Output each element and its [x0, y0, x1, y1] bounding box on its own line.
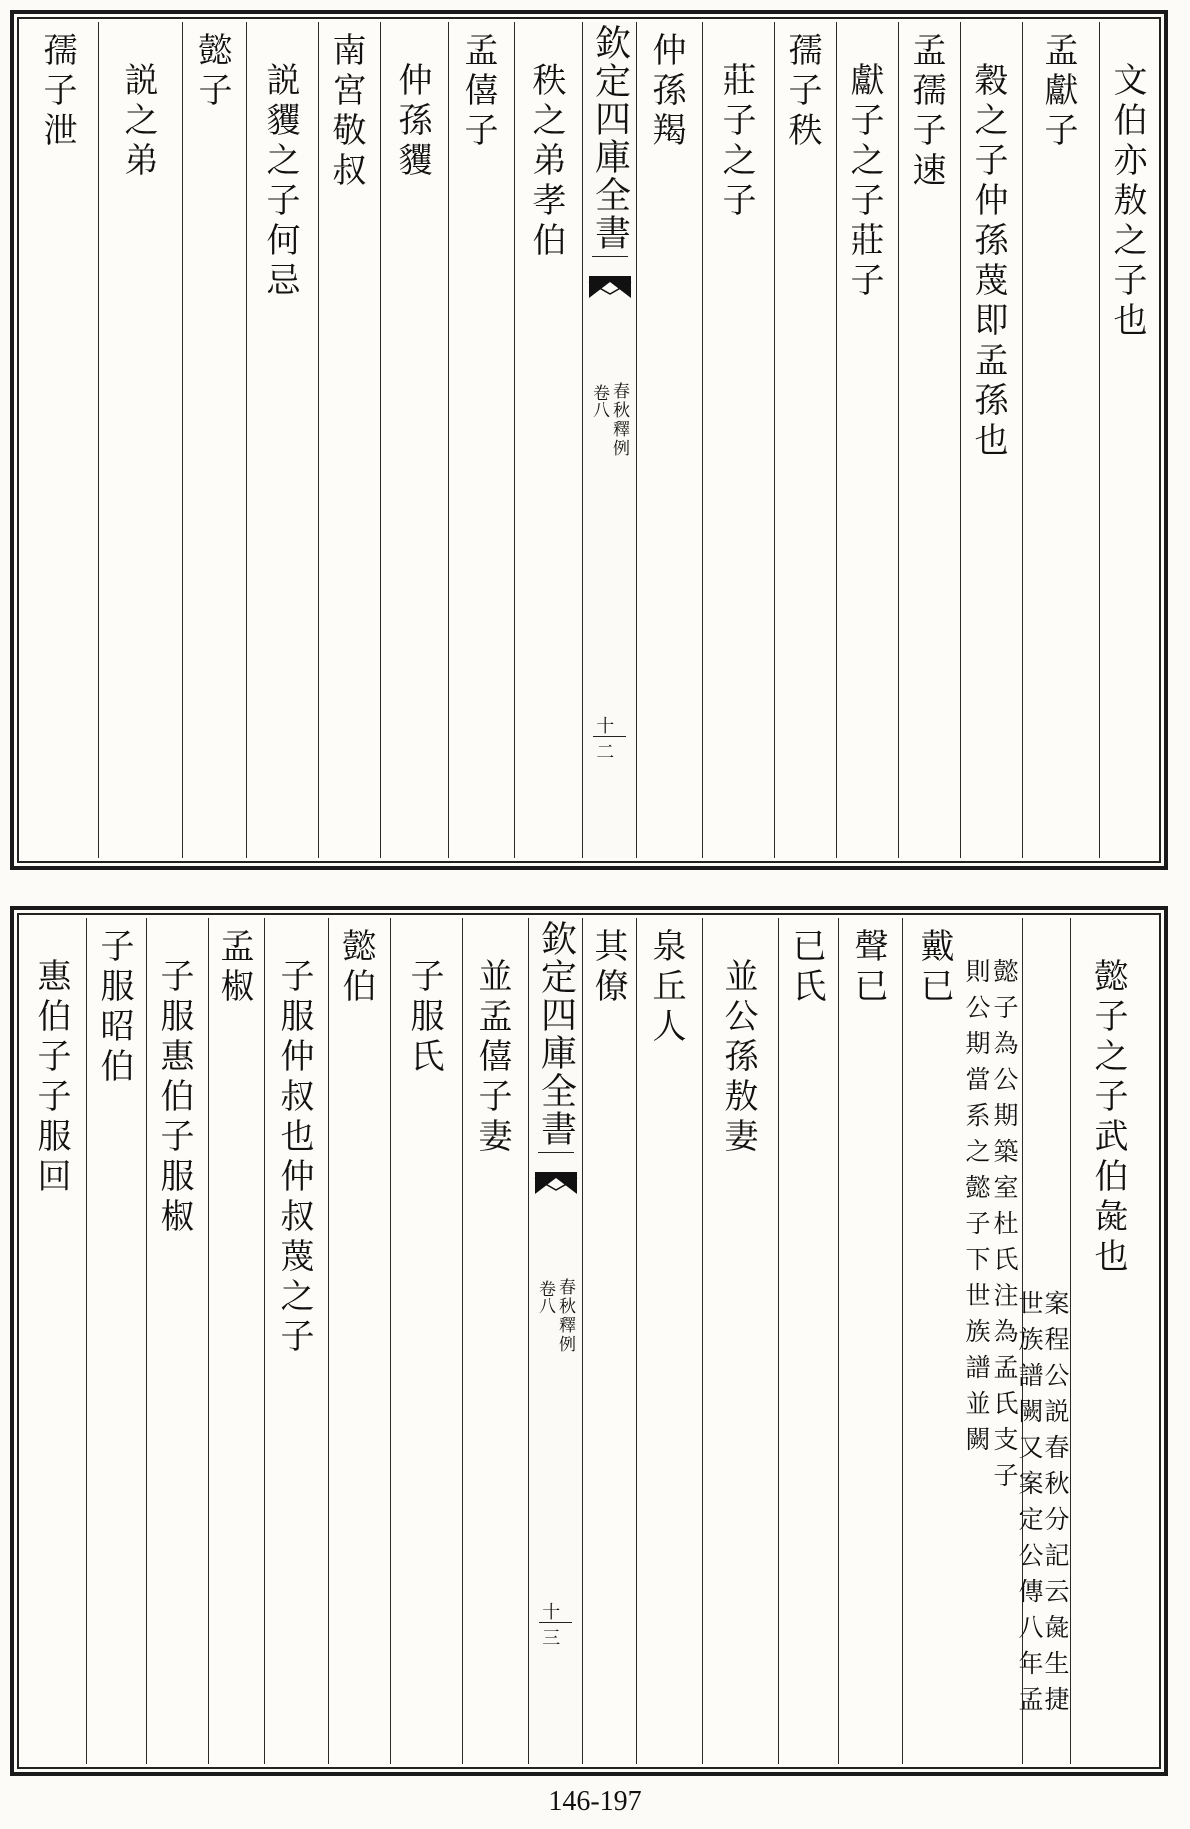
gutter-page-number: 十二: [596, 716, 615, 763]
column-text: 懿伯: [336, 928, 376, 1008]
column-text: 子服昭伯: [94, 928, 134, 1088]
column-text: 並公孫敖妻: [718, 958, 758, 1158]
column: [22, 22, 98, 858]
column: [636, 918, 702, 1764]
column: [514, 22, 582, 858]
annotation-text: 世族譜闕又案定公傳八年孟: [1015, 1290, 1044, 1722]
column-text: 聲已: [848, 928, 888, 1008]
column-text: 莊子之子: [716, 62, 756, 222]
column-text: 並孟僖子妻: [472, 958, 512, 1158]
column-text: 孺子泄: [37, 32, 77, 152]
center-gutter: [582, 22, 636, 858]
column: [774, 22, 836, 858]
annotation-text: 案程公説春秋分記云彘生捷: [1041, 1290, 1070, 1722]
column: [380, 22, 448, 858]
column: [836, 22, 898, 858]
column-text: 説貜之子何忌: [260, 62, 300, 302]
annotation-text: 則公期當系之懿子下世族譜並闕: [962, 958, 991, 1462]
column-text: 子服氏: [404, 958, 444, 1078]
fishtail-mark-icon: [587, 274, 633, 300]
column-text: 文伯亦敖之子也: [1107, 62, 1147, 342]
column: [702, 22, 774, 858]
column: [182, 22, 246, 858]
column: [636, 22, 702, 858]
column: [1015, 918, 1070, 1764]
column-text: 已氏: [786, 928, 826, 1008]
bottom-page-columns: [22, 918, 1156, 1764]
column: [898, 22, 960, 858]
gutter-page-number: 十三: [542, 1602, 561, 1649]
column-text: 説之弟: [118, 62, 158, 182]
bottom-page: [10, 906, 1168, 1776]
gutter-volume: 卷八: [589, 384, 609, 418]
column: [448, 22, 514, 858]
column: [328, 918, 390, 1764]
column: [86, 918, 146, 1764]
column: [146, 918, 208, 1764]
column: [960, 22, 1022, 858]
fishtail-mark-icon: [533, 1170, 579, 1196]
column-text: 孟椒: [214, 928, 254, 1008]
column: [1099, 22, 1159, 858]
column: [246, 22, 318, 858]
gutter-book-title: 春秋釋例: [609, 382, 629, 458]
column-text: 獻子之子莊子: [844, 62, 884, 302]
column-text: 孟獻子: [1038, 32, 1078, 152]
column: [318, 22, 380, 858]
column: [962, 918, 1022, 1764]
gutter-volume: 卷八: [535, 1280, 555, 1314]
column: [1070, 918, 1159, 1764]
column-text: 孟孺子速: [906, 32, 946, 192]
column: [582, 918, 636, 1764]
annotation-text: 懿子為公期築室杜氏注為孟氏支子: [990, 958, 1019, 1498]
column-text: 懿子之子武伯彘也: [1088, 958, 1128, 1278]
column-text: 秩之弟孝伯: [526, 62, 566, 262]
column-text: 子服仲叔也仲叔蔑之子: [274, 958, 314, 1358]
column-text: 仲孫貜: [392, 62, 432, 182]
center-gutter: [528, 918, 582, 1764]
column: [22, 918, 86, 1764]
top-page-columns: [22, 22, 1156, 858]
column-text: 泉丘人: [646, 928, 686, 1048]
column-text: 孺子秩: [782, 32, 822, 152]
column: [702, 918, 778, 1764]
column-text: 南宮敬叔: [326, 32, 366, 192]
gutter-book-title: 春秋釋例: [555, 1278, 575, 1354]
column: [1022, 22, 1099, 858]
top-page: [10, 10, 1168, 870]
gutter-divider: [539, 1622, 573, 1623]
column: [98, 22, 182, 858]
gutter-title: 欽定四庫全書: [538, 920, 574, 1153]
column: [208, 918, 264, 1764]
column: [264, 918, 328, 1764]
column: [902, 918, 970, 1764]
column-text: 其僚: [588, 928, 628, 1008]
column: [390, 918, 462, 1764]
column-text: 穀之子仲孫蔑即孟孫也: [968, 62, 1008, 462]
column-text: 子服惠伯子服椒: [154, 958, 194, 1238]
column-text: 戴已: [914, 928, 954, 1008]
gutter-title: 欽定四庫全書: [592, 24, 628, 257]
column-text: 懿子: [192, 32, 232, 112]
column: [778, 918, 838, 1764]
column-text: 惠伯子子服回: [31, 958, 71, 1198]
column-text: 仲孫羯: [646, 32, 686, 152]
column: [838, 918, 902, 1764]
column-text: 孟僖子: [458, 32, 498, 152]
column: [462, 918, 528, 1764]
page-label: 146-197: [548, 1786, 642, 1817]
gutter-divider: [593, 736, 627, 737]
